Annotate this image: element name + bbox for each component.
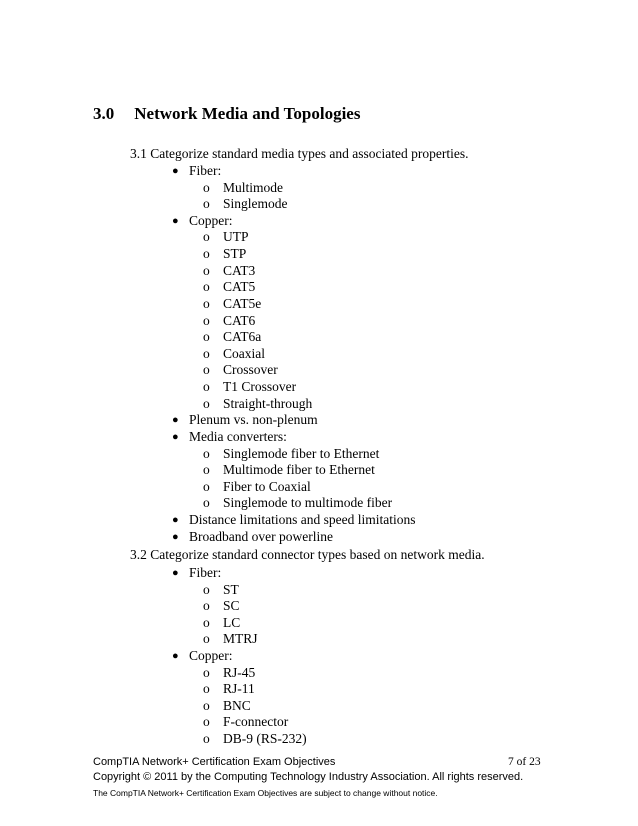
bullet-icon: ●	[172, 531, 179, 543]
circle-bullet-icon: o	[203, 698, 210, 713]
list-item	[203, 698, 251, 714]
circle-bullet-icon: o	[203, 296, 210, 311]
list-item-label: DB-9 (RS-232)	[223, 731, 307, 746]
list-item	[172, 648, 233, 664]
subsection-3-2-title: 3.2 Categorize standard connector types based on network media.	[130, 547, 485, 562]
list-item	[203, 296, 261, 312]
list-item-label: LC	[223, 615, 241, 630]
list-item-label: Crossover	[223, 362, 278, 377]
list-item	[203, 479, 311, 495]
circle-bullet-icon: o	[203, 714, 210, 729]
list-item	[172, 163, 221, 179]
list-item-label: RJ-11	[223, 681, 255, 696]
circle-bullet-icon: o	[203, 582, 210, 597]
list-item	[203, 263, 255, 279]
list-item	[203, 582, 239, 598]
list-item	[203, 246, 246, 262]
circle-bullet-icon: o	[203, 329, 210, 344]
list-item	[203, 229, 249, 245]
list-item	[203, 462, 375, 478]
bullet-icon: ●	[172, 431, 179, 443]
circle-bullet-icon: o	[203, 631, 210, 646]
list-item-label: Fiber:	[189, 565, 222, 580]
circle-bullet-icon: o	[203, 615, 210, 630]
list-item	[172, 412, 318, 428]
list-item-label: STP	[223, 246, 247, 261]
circle-bullet-icon: o	[203, 665, 210, 680]
circle-bullet-icon: o	[203, 495, 210, 510]
section-number: 3.0	[93, 104, 115, 123]
circle-bullet-icon: o	[203, 479, 210, 494]
circle-bullet-icon: o	[203, 462, 210, 477]
list-item-label: MTRJ	[223, 631, 258, 646]
list-item	[203, 495, 392, 511]
list-item	[203, 379, 296, 395]
list-item	[203, 665, 255, 681]
section-heading	[93, 104, 360, 124]
bullet-icon: ●	[172, 567, 179, 579]
list-item	[172, 565, 221, 581]
circle-bullet-icon: o	[203, 279, 210, 294]
list-item-label: CAT5	[223, 279, 256, 294]
circle-bullet-icon: o	[203, 246, 210, 261]
list-item-label: CAT3	[223, 263, 256, 278]
circle-bullet-icon: o	[203, 229, 210, 244]
list-item-label: F-connector	[223, 714, 289, 729]
list-item-label: Media converters:	[189, 429, 287, 444]
list-item	[203, 346, 265, 362]
footer-copyright: Copyright © 2011 by the Computing Technology Industry Association. All rights reserved.	[93, 771, 524, 783]
bullet-icon: ●	[172, 650, 179, 662]
circle-bullet-icon: o	[203, 180, 210, 195]
list-item	[203, 362, 278, 378]
list-item	[172, 512, 415, 528]
section-title: Network Media and Topologies	[134, 104, 361, 123]
circle-bullet-icon: o	[203, 731, 210, 746]
list-item-label: CAT6a	[223, 329, 262, 344]
list-item	[203, 615, 240, 631]
list-item	[203, 196, 288, 212]
circle-bullet-icon: o	[203, 263, 210, 278]
list-item	[172, 213, 233, 229]
list-item	[203, 329, 261, 345]
circle-bullet-icon: o	[203, 196, 210, 211]
list-item-label: SC	[223, 598, 240, 613]
list-item-label: Singlemode to multimode fiber	[223, 495, 393, 510]
list-item-label: RJ-45	[223, 665, 256, 680]
list-item-label: BNC	[223, 698, 251, 713]
page-number: 7 of 23	[508, 756, 541, 768]
list-item-label: Broadband over powerline	[189, 529, 333, 544]
bullet-icon: ●	[172, 165, 179, 177]
circle-bullet-icon: o	[203, 681, 210, 696]
list-item-label: Multimode	[223, 180, 283, 195]
list-item-label: Singlemode	[223, 196, 288, 211]
subsection-3-1-title: 3.1 Categorize standard media types and associated properties.	[130, 146, 469, 161]
list-item-label: Copper:	[189, 213, 233, 228]
list-item-label: Multimode fiber to Ethernet	[223, 462, 375, 477]
list-item	[203, 180, 283, 196]
list-item	[203, 279, 255, 295]
bullet-icon: ●	[172, 514, 179, 526]
list-item-label: Coaxial	[223, 346, 265, 361]
circle-bullet-icon: o	[203, 396, 210, 411]
footer-title-line	[93, 756, 541, 768]
circle-bullet-icon: o	[203, 598, 210, 613]
list-item	[203, 313, 255, 329]
footer-disclaimer: The CompTIA Network+ Certification Exam Objectives are subject to change without notice.	[93, 788, 438, 798]
list-item-label: Singlemode fiber to Ethernet	[223, 446, 380, 461]
circle-bullet-icon: o	[203, 346, 210, 361]
circle-bullet-icon: o	[203, 313, 210, 328]
bullet-icon: ●	[172, 414, 179, 426]
list-item-label: Distance limitations and speed limitations	[189, 512, 416, 527]
list-item	[203, 731, 307, 747]
list-item	[203, 598, 240, 614]
circle-bullet-icon: o	[203, 379, 210, 394]
list-item	[203, 714, 288, 730]
list-item-label: Copper:	[189, 648, 233, 663]
list-item-label: T1 Crossover	[223, 379, 297, 394]
circle-bullet-icon: o	[203, 362, 210, 377]
list-item	[203, 631, 258, 647]
list-item-label: Fiber:	[189, 163, 222, 178]
list-item-label: UTP	[223, 229, 249, 244]
list-item-label: Straight-through	[223, 396, 313, 411]
footer-title: CompTIA Network+ Certification Exam Objectives	[93, 756, 336, 768]
list-item	[203, 446, 379, 462]
list-item	[203, 396, 312, 412]
list-item	[172, 429, 287, 445]
list-item-label: CAT6	[223, 313, 256, 328]
list-item	[172, 529, 333, 545]
list-item-label: CAT5e	[223, 296, 262, 311]
list-item	[203, 681, 255, 697]
list-item-label: Fiber to Coaxial	[223, 479, 311, 494]
list-item-label: ST	[223, 582, 239, 597]
bullet-icon: ●	[172, 215, 179, 227]
circle-bullet-icon: o	[203, 446, 210, 461]
list-item-label: Plenum vs. non-plenum	[189, 412, 318, 427]
